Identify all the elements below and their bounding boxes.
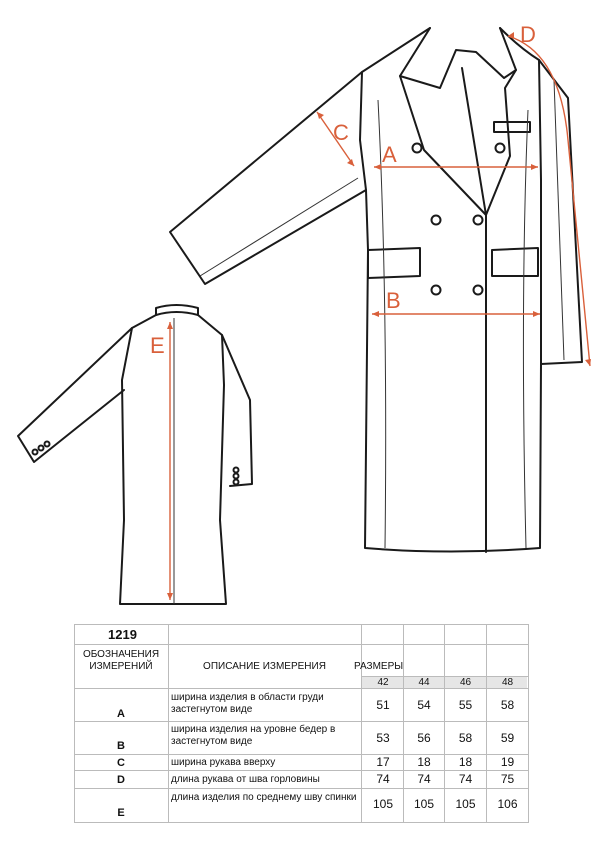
measure-a — [374, 164, 538, 170]
button — [496, 144, 505, 153]
row-c-code: C — [117, 757, 125, 769]
row-c-value-44: 18 — [417, 755, 431, 769]
row-d-value-48: 75 — [500, 772, 515, 786]
row-b-value-46: 58 — [458, 731, 473, 745]
button — [432, 286, 441, 295]
row-a-value-42: 51 — [376, 698, 390, 712]
header-designation: ОБОЗНАЧЕНИЯ ИЗМЕРЕНИЙ — [82, 649, 160, 672]
row-b-description: ширина изделия на уровне бедер в застегнутом виде — [171, 724, 336, 747]
row-e-value-46: 105 — [455, 797, 476, 811]
button — [474, 216, 483, 225]
row-a-code: A — [117, 708, 125, 720]
measure-d — [508, 32, 591, 366]
back-left-sleeve — [18, 328, 132, 462]
row-e-description: длина изделия по среднему шву спинки — [171, 792, 357, 803]
row-e-value-44: 105 — [413, 797, 435, 811]
front-left-sleeve — [170, 72, 366, 284]
chest-pocket — [494, 122, 530, 132]
row-d-value-44: 74 — [417, 772, 431, 786]
button — [413, 144, 422, 153]
size-table — [74, 624, 529, 824]
row-b-value-44: 56 — [417, 731, 431, 745]
header-sizes: РАЗМЕРЫ — [354, 661, 404, 672]
row-d-value-42: 74 — [376, 772, 390, 786]
model-number: 1219 — [108, 627, 137, 642]
size-48: 48 — [501, 677, 514, 688]
size-46: 46 — [459, 677, 472, 688]
label-b: B — [386, 288, 401, 313]
row-b-value-48: 59 — [500, 731, 515, 745]
label-a: A — [382, 142, 397, 167]
button — [474, 286, 483, 295]
row-d-value-46: 74 — [458, 772, 473, 786]
row-c-description: ширина рукава вверху — [171, 757, 276, 768]
row-d-code: D — [117, 774, 125, 786]
row-c-value-42: 17 — [376, 755, 390, 769]
row-a-value-48: 58 — [500, 698, 515, 712]
back-body-outline — [120, 312, 226, 604]
hip-pocket-left — [368, 248, 420, 278]
hip-pocket-right — [492, 248, 538, 276]
label-c: C — [333, 120, 349, 145]
measure-e — [167, 322, 173, 600]
label-e: E — [150, 333, 165, 358]
row-b-code: B — [117, 740, 125, 752]
row-a-value-46: 55 — [458, 698, 473, 712]
header-description: ОПИСАНИЕ ИЗМЕРЕНИЯ — [203, 661, 326, 672]
row-d-description: длина рукава от шва горловины — [171, 774, 320, 785]
row-e-code: E — [117, 807, 125, 819]
row-a-value-44: 54 — [417, 698, 431, 712]
row-c-value-48: 19 — [500, 755, 515, 769]
row-a-description: ширина изделия в области груди застегнутом виде — [171, 692, 324, 715]
row-e-value-48: 106 — [497, 797, 518, 811]
row-b-value-42: 53 — [376, 731, 390, 745]
coat-back-view — [18, 305, 252, 604]
back-right-sleeve — [222, 335, 252, 486]
row-c-value-46: 18 — [458, 755, 473, 769]
front-right-lapel — [486, 70, 516, 215]
row-e-value-42: 105 — [372, 797, 394, 811]
coat-front-view — [170, 28, 582, 552]
label-d: D — [520, 22, 536, 47]
size-42: 42 — [377, 677, 389, 688]
front-left-lapel — [400, 68, 486, 215]
button — [432, 216, 441, 225]
size-44: 44 — [418, 677, 430, 688]
